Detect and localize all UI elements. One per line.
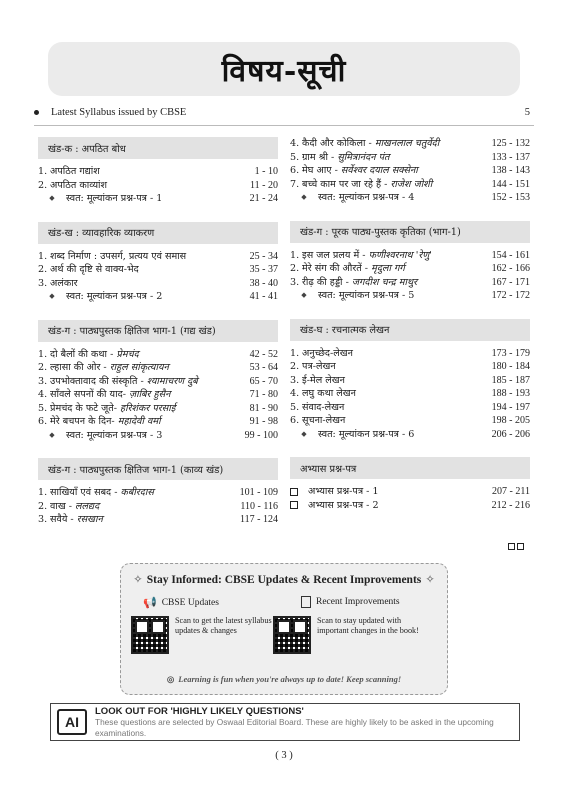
row-author: राहुल सांकृत्यायन <box>109 362 169 373</box>
bullet-icon <box>34 110 39 115</box>
section-heading: खंड-ख : व्यावहारिक व्याकरण <box>38 222 278 244</box>
toc-row[interactable] <box>290 360 530 374</box>
row-label: अपठित काव्यांश <box>50 179 108 191</box>
row-pages: 173 - 179 <box>491 347 530 359</box>
row-author: मृदुला गर्ग <box>371 263 405 274</box>
toc-section <box>290 137 530 205</box>
sparkle-icon: ✧ <box>133 574 143 586</box>
row-pages: 188 - 193 <box>491 388 530 399</box>
syllabus-page: 5 <box>524 107 530 118</box>
toc-row[interactable] <box>290 347 530 361</box>
toc-right-column <box>290 137 530 528</box>
toc-section <box>290 457 530 512</box>
row-number: 6. <box>290 415 300 426</box>
row-number: 3. <box>38 375 48 387</box>
row-number: 1. <box>290 249 300 261</box>
row-author: ललद्यद <box>75 500 100 512</box>
row-number: 1. <box>290 347 300 359</box>
row-pages: 21 - 24 <box>249 193 278 204</box>
row-pages: 99 - 100 <box>244 429 278 441</box>
box-bullet <box>290 485 308 499</box>
row-pages: 1 - 10 <box>254 166 278 177</box>
toc-row[interactable] <box>290 401 530 415</box>
row-label: संवाद-लेखन <box>302 401 345 413</box>
row-pages: 194 - 197 <box>491 401 530 413</box>
toc-row[interactable] <box>38 250 278 264</box>
row-number: 2. <box>290 263 300 274</box>
stay-informed-box <box>120 563 448 695</box>
self-assessment-row[interactable] <box>38 192 278 206</box>
row-label: इस जल प्रलय में - फणीश्वरनाथ 'रेणु' <box>302 249 432 261</box>
section-heading: खंड-क : अपठित बोध <box>38 137 278 159</box>
section-heading: खंड-ग : पूरक पाठ्य-पुस्तक कृतिका (भाग-1) <box>290 221 530 243</box>
toc-row[interactable] <box>290 262 530 276</box>
row-pages: 206 - 206 <box>491 428 530 440</box>
highly-likely-box <box>50 703 520 741</box>
row-pages: 110 - 116 <box>240 500 278 512</box>
diamond-icon: ◆ <box>301 429 307 438</box>
self-assessment-row[interactable] <box>290 289 530 303</box>
toc-row[interactable] <box>38 388 278 402</box>
row-number: 6. <box>38 416 48 427</box>
row-pages: 101 - 109 <box>239 487 278 498</box>
row-number: 3. <box>38 514 48 525</box>
row-label: स्वत: मूल्यांकन प्रश्न-पत्र - 2 <box>66 291 163 302</box>
toc-row[interactable] <box>38 263 278 277</box>
row-pages: 125 - 132 <box>491 138 530 149</box>
row-label: बच्चे काम पर जा रहे हैं - राजेश जोशी <box>302 178 433 190</box>
row-pages: 11 - 20 <box>250 179 278 191</box>
toc-row[interactable] <box>290 164 530 178</box>
row-author: ज़ाबिर हुसैन <box>129 389 171 400</box>
diamond-icon: ◆ <box>49 430 55 439</box>
target-icon: ◎ <box>166 674 175 684</box>
toc-row[interactable] <box>290 137 530 151</box>
row-label: वाख - ललद्यद <box>50 500 100 512</box>
row-pages: 38 - 40 <box>249 277 278 289</box>
toc-section <box>38 320 278 443</box>
title-box <box>48 42 520 96</box>
highly-likely-text: These questions are selected by Oswaal Editorial Board. These are highly likely to be asked in the upcoming examinations. <box>95 717 494 738</box>
row-number: 1. <box>38 250 48 262</box>
row-label: स्वत: मूल्यांकन प्रश्न-पत्र - 4 <box>318 192 415 203</box>
section-heading: खंड-ग : पाठ्यपुस्तक क्षितिज भाग-1 (गद्य खंड) <box>38 320 278 342</box>
section-heading: अभ्यास प्रश्न-पत्र <box>290 457 530 479</box>
toc-row[interactable] <box>38 415 278 429</box>
toc-row[interactable] <box>38 277 278 291</box>
sparkle-icon: ✧ <box>425 574 435 586</box>
row-number: 3. <box>290 276 300 288</box>
row-pages: 198 - 205 <box>491 415 530 426</box>
row-label: स्वत: मूल्यांकन प्रश्न-पत्र - 6 <box>318 428 415 440</box>
row-label: मेरे संग की औरतें - मृदुला गर्ग <box>302 263 405 274</box>
row-number: 1. <box>38 487 48 498</box>
row-number: 2. <box>38 179 48 191</box>
row-pages: 152 - 153 <box>491 192 530 203</box>
top-divider <box>34 125 534 126</box>
row-pages: 172 - 172 <box>491 290 530 301</box>
section-heading: खंड-घ : रचनात्मक लेखन <box>290 319 530 341</box>
self-assessment-row[interactable] <box>38 429 278 443</box>
row-label: ल्हासा की ओर - राहुल सांकृत्यायन <box>50 362 169 373</box>
row-label: ई-मेल लेखन <box>302 374 345 386</box>
row-label: मेघ आए - सर्वेश्वर दयाल सक्सेना <box>302 165 418 176</box>
toc-section <box>38 222 278 304</box>
row-author: महादेवी वर्मा <box>117 416 161 427</box>
row-number: 3. <box>38 277 48 289</box>
row-label: दो बैलों की कथा - प्रेमचंद <box>50 348 139 360</box>
row-pages: 41 - 41 <box>249 291 278 302</box>
row-number: 2. <box>290 361 300 372</box>
row-author: सुमित्रानंदन पंत <box>337 151 390 163</box>
row-pages: 212 - 216 <box>491 499 530 511</box>
row-pages: 133 - 137 <box>491 151 530 163</box>
row-label: पत्र-लेखन <box>302 361 336 372</box>
document-icon <box>301 596 311 608</box>
toc-section <box>38 458 278 527</box>
row-label: लघु कथा लेखन <box>302 388 356 399</box>
cbse-updates-label: 📢 CBSE Updates <box>143 597 219 609</box>
toc-row[interactable] <box>290 499 530 513</box>
toc-row[interactable] <box>38 375 278 389</box>
row-author: रसखान <box>76 514 103 525</box>
self-assessment-row[interactable] <box>38 290 278 304</box>
syllabus-line[interactable] <box>34 107 530 118</box>
toc-section <box>38 137 278 206</box>
row-author: कबीरदास <box>120 487 154 498</box>
scan-text-improvements: Scan to stay updated with important changes in the book! <box>317 616 419 635</box>
self-assessment-row[interactable] <box>290 191 530 205</box>
toc-row[interactable] <box>290 151 530 165</box>
row-number: 5. <box>38 402 48 414</box>
row-label: साँवले सपनों की याद- ज़ाबिर हुसैन <box>50 389 171 400</box>
row-label: ग्राम श्री - सुमित्रानंदन पंत <box>302 151 390 163</box>
row-label: रीढ़ की हड्डी - जगदीश चन्द्र माथुर <box>302 276 418 288</box>
row-label: स्वत: मूल्यांकन प्रश्न-पत्र - 5 <box>318 290 415 301</box>
ai-badge-icon: AI <box>57 709 87 735</box>
syllabus-text: Latest Syllabus issued by CBSE <box>51 107 187 118</box>
page-title: विषय-सूची <box>221 53 347 89</box>
toc-row[interactable] <box>290 387 530 401</box>
diamond-icon: ◆ <box>49 194 55 202</box>
page-number: ( 3 ) <box>275 750 293 761</box>
self-assessment-row[interactable] <box>290 428 530 442</box>
toc-row[interactable] <box>38 402 278 416</box>
row-number: 4. <box>290 388 300 399</box>
row-author: श्यामाचरण दुबे <box>146 375 198 387</box>
row-number: 6. <box>290 165 300 176</box>
toc-row[interactable] <box>290 249 530 263</box>
row-pages: 117 - 124 <box>240 514 278 525</box>
toc-left-column <box>38 137 278 543</box>
diamond-icon: ◆ <box>49 292 55 300</box>
row-label: अभ्यास प्रश्न-पत्र - 1 <box>308 486 379 497</box>
toc-row[interactable] <box>290 485 530 499</box>
qr-code-icon[interactable] <box>131 616 169 654</box>
row-pages: 53 - 64 <box>249 362 278 373</box>
toc-row[interactable] <box>290 414 530 428</box>
diamond-icon: ◆ <box>301 193 307 201</box>
row-pages: 138 - 143 <box>491 165 530 176</box>
row-label: मेरे बचपन के दिन- महादेवी वर्मा <box>50 416 161 427</box>
checkbox-icon <box>290 501 298 509</box>
toc-row[interactable] <box>290 374 530 388</box>
stay-footer: ◎ Learning is fun when you're always up to date! Keep scanning! <box>166 674 402 684</box>
row-pages: 25 - 34 <box>249 250 278 262</box>
row-number: 1. <box>38 348 48 360</box>
row-pages: 42 - 52 <box>249 348 278 360</box>
stay-title: ✧ Stay Informed: CBSE Updates & Recent Improvements ✧ <box>133 574 435 586</box>
toc-row[interactable] <box>38 486 278 500</box>
recent-improvements-label: Recent Improvements <box>301 596 400 608</box>
megaphone-icon: 📢 <box>143 597 157 609</box>
row-number: 4. <box>290 138 300 149</box>
row-pages: 185 - 187 <box>491 374 530 386</box>
row-pages: 167 - 171 <box>491 276 530 288</box>
toc-row[interactable] <box>290 276 530 290</box>
toc-row[interactable] <box>38 500 278 514</box>
row-number: 4. <box>38 389 48 400</box>
row-author: फणीश्वरनाथ 'रेणु' <box>368 249 432 261</box>
toc-row[interactable] <box>38 165 278 179</box>
row-number: 2. <box>38 264 48 275</box>
row-label: कैदी और कोकिला - माखनलाल चतुर्वेदी <box>302 138 440 149</box>
row-label: अपठित गद्यांश <box>50 166 100 177</box>
row-label: स्वत: मूल्यांकन प्रश्न-पत्र - 1 <box>66 193 163 204</box>
row-pages: 144 - 151 <box>491 178 530 190</box>
section-heading: खंड-ग : पाठ्यपुस्तक क्षितिज भाग-1 (काव्य खंड) <box>38 458 278 480</box>
row-number: 3. <box>290 374 300 386</box>
row-label: उपभोक्तावाद की संस्कृति - श्यामाचरण दुबे <box>50 375 198 387</box>
row-author: सर्वेश्वर दयाल सक्सेना <box>340 165 418 176</box>
row-number: 1. <box>38 166 48 177</box>
toc-row[interactable] <box>38 361 278 375</box>
diamond-icon: ◆ <box>301 291 307 299</box>
row-author: राजेश जोशी <box>390 178 433 190</box>
row-pages: 81 - 90 <box>249 402 278 414</box>
end-mark <box>508 543 524 550</box>
box-bullet <box>290 499 308 513</box>
row-label: अर्थ की दृष्टि से वाक्य-भेद <box>50 264 139 275</box>
toc-row[interactable] <box>38 179 278 193</box>
toc-section <box>290 221 530 303</box>
row-number: 7. <box>290 178 300 190</box>
row-number: 2. <box>38 500 48 512</box>
row-pages: 71 - 80 <box>249 389 278 400</box>
row-pages: 180 - 184 <box>491 361 530 372</box>
row-pages: 207 - 211 <box>492 486 530 497</box>
row-pages: 162 - 166 <box>491 263 530 274</box>
toc-row[interactable] <box>38 513 278 527</box>
toc-section <box>290 319 530 442</box>
row-author: हरिशंकर परसाई <box>120 402 176 414</box>
row-author: माखनलाल चतुर्वेदी <box>374 138 440 149</box>
row-label: सवैये - रसखान <box>50 514 103 525</box>
checkbox-icon <box>290 488 298 496</box>
qr-code-icon[interactable] <box>273 616 311 654</box>
row-label: सूचना-लेखन <box>302 415 346 426</box>
row-author: जगदीश चन्द्र माथुर <box>351 276 418 288</box>
row-label: अभ्यास प्रश्न-पत्र - 2 <box>308 499 379 511</box>
row-number: 5. <box>290 151 300 163</box>
toc-row[interactable] <box>38 348 278 362</box>
row-label: अनुच्छेद-लेखन <box>302 347 353 359</box>
row-label: अलंकार <box>50 277 78 289</box>
row-label: स्वत: मूल्यांकन प्रश्न-पत्र - 3 <box>66 429 163 441</box>
scan-text-updates: Scan to get the latest syllabus updates & changes <box>175 616 272 635</box>
row-number: 5. <box>290 401 300 413</box>
row-pages: 154 - 161 <box>491 249 530 261</box>
toc-row[interactable] <box>290 178 530 192</box>
row-pages: 35 - 37 <box>249 264 278 275</box>
row-author: प्रेमचंद <box>116 348 139 360</box>
highly-likely-heading: LOOK OUT FOR 'HIGHLY LIKELY QUESTIONS' <box>95 706 304 717</box>
row-pages: 91 - 98 <box>249 416 278 427</box>
row-label: साखियाँ एवं सबद - कबीरदास <box>50 487 154 498</box>
row-pages: 65 - 70 <box>249 375 278 387</box>
row-number: 2. <box>38 362 48 373</box>
row-label: प्रेमचंद के फटे जूते- हरिशंकर परसाई <box>50 402 176 414</box>
row-label: शब्द निर्माण : उपसर्ग, प्रत्यय एवं समास <box>50 250 187 262</box>
